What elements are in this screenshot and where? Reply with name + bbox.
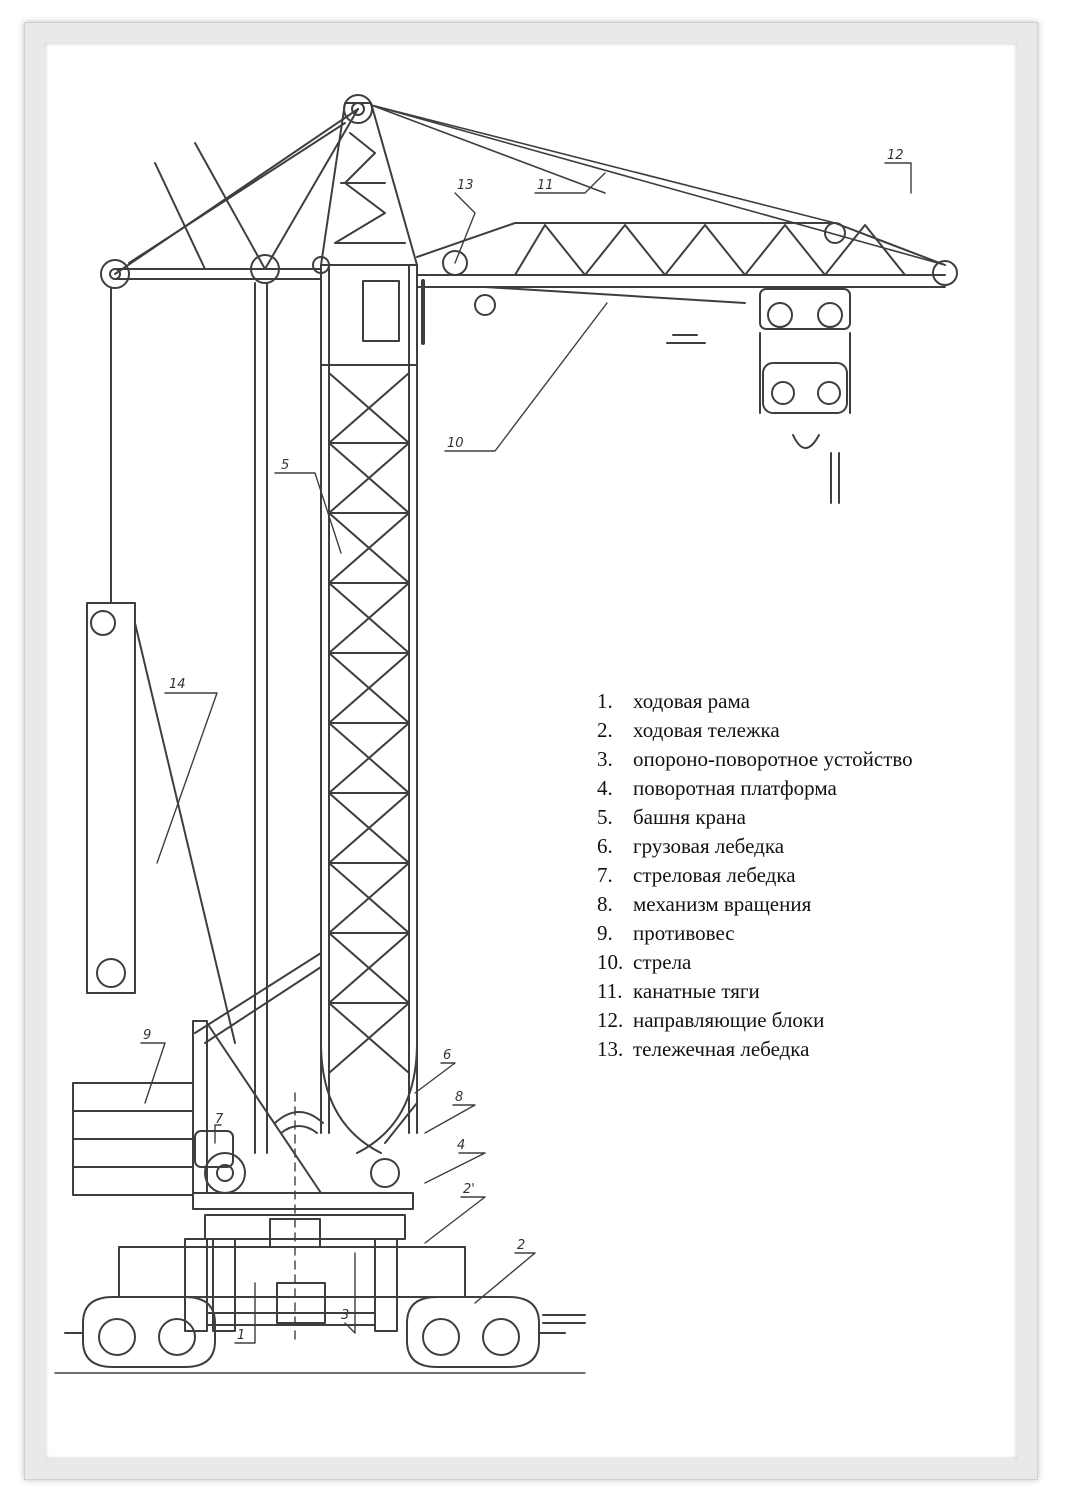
callout-2-prime: 2' bbox=[463, 1182, 475, 1197]
parts-legend bbox=[597, 687, 913, 1064]
callout-14: 14 bbox=[169, 677, 186, 692]
drawing-sheet bbox=[45, 43, 1017, 1459]
legend-item: 7. стреловая лебедка bbox=[597, 863, 796, 887]
legend-item: 6. грузовая лебедка bbox=[597, 834, 785, 858]
legend-item: 4. поворотная платформа bbox=[597, 776, 837, 800]
left-hoist-system bbox=[87, 283, 267, 1153]
callout-6: 6 bbox=[443, 1048, 452, 1063]
counter-jib bbox=[101, 109, 358, 288]
callout-12: 12 bbox=[887, 148, 904, 163]
trolley-hook bbox=[667, 289, 850, 503]
callout-1: 1 bbox=[237, 1328, 246, 1343]
legend-item: 2. ходовая тележка bbox=[597, 718, 780, 742]
callout-2: 2 bbox=[517, 1238, 526, 1253]
callout-9: 9 bbox=[143, 1028, 152, 1043]
legend-item: 11. канатные тяги bbox=[597, 979, 760, 1003]
callout-4: 4 bbox=[457, 1138, 466, 1153]
callout-10: 10 bbox=[447, 436, 464, 451]
legend-item: 8. механизм вращения bbox=[597, 892, 812, 916]
callout-8: 8 bbox=[455, 1090, 464, 1105]
callout-3: 3 bbox=[341, 1308, 350, 1323]
callout-5: 5 bbox=[281, 458, 290, 473]
legend-item: 12. направляющие блоки bbox=[597, 1008, 825, 1032]
callout-11: 11 bbox=[537, 178, 554, 193]
legend-item: 9. противовес bbox=[597, 921, 735, 945]
counterweight bbox=[73, 1021, 321, 1195]
legend-item: 5. башня крана bbox=[597, 805, 746, 829]
legend-item: 1. ходовая рама bbox=[597, 689, 750, 713]
undercarriage bbox=[55, 1239, 585, 1373]
legend-item: 10. стрела bbox=[597, 950, 692, 974]
main-jib bbox=[417, 223, 957, 315]
legend-item: 13. тележечная лебедка bbox=[597, 1037, 810, 1061]
tower-head bbox=[313, 95, 417, 273]
callout-13: 13 bbox=[457, 178, 474, 193]
legend-item: 3. опороно-поворотное устойство bbox=[597, 747, 913, 771]
crane-tower bbox=[321, 265, 423, 1133]
winches bbox=[195, 1112, 399, 1193]
picture-frame bbox=[24, 22, 1038, 1480]
callout-7: 7 bbox=[215, 1112, 224, 1127]
